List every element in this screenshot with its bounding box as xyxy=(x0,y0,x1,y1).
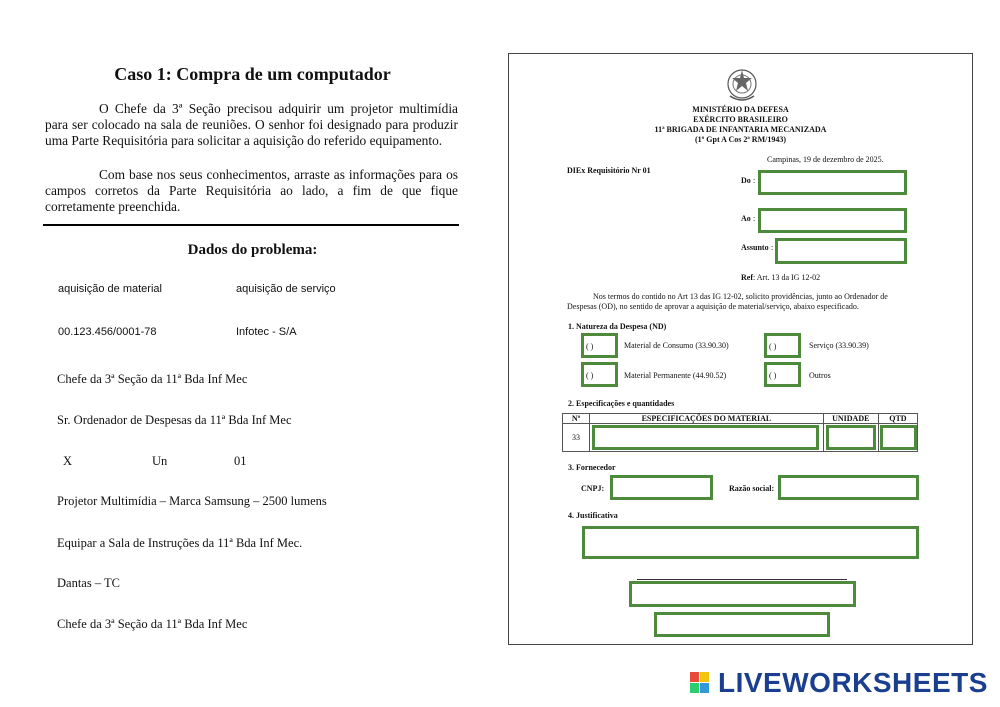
nd-permanente-checkbox[interactable]: ( ) xyxy=(581,362,618,387)
ref-text: : Art. 13 da IG 12-02 xyxy=(753,273,821,282)
header-gpt: (1º Gpt A Cos 2ª RM/1943) xyxy=(694,135,787,144)
nd-servico-label: Serviço (33.90.39) xyxy=(809,341,869,350)
unidade-drop-field[interactable] xyxy=(826,425,876,450)
signature-line xyxy=(637,579,847,580)
divider xyxy=(43,224,459,226)
th-numero: Nº xyxy=(563,414,590,424)
chip-projetor[interactable]: Projetor Multimídia – Marca Samsung – 2500 lumens xyxy=(57,494,327,508)
section-natureza: 1. Natureza da Despesa (ND) xyxy=(568,322,667,331)
nd-outros-checkbox[interactable]: ( ) xyxy=(764,362,801,387)
live-icon xyxy=(690,672,710,694)
diex-number: DIEx Requisitório Nr 01 xyxy=(567,166,651,175)
chip-cargo[interactable]: Chefe da 3ª Seção da 11ª Bda Inf Mec xyxy=(57,617,248,631)
nd-consumo-label: Material de Consumo (33.90.30) xyxy=(624,341,729,350)
chip-chefe-secao[interactable]: Chefe da 3ª Seção da 11ª Bda Inf Mec xyxy=(57,372,248,386)
dados-title: Dados do problema: xyxy=(187,242,318,258)
justificativa-drop-field[interactable] xyxy=(582,526,919,559)
row-number: 33 xyxy=(563,424,590,452)
chip-justificativa[interactable]: Equipar a Sala de Instruções da 11ª Bda Inf Mec. xyxy=(57,536,303,550)
header-brigada: 11ª BRIGADA DE INFANTARIA MECANIZADA xyxy=(654,125,827,134)
chip-quantidade[interactable]: 01 xyxy=(234,454,247,468)
nd-outros-label: Outros xyxy=(809,371,831,380)
th-qtd: QTD xyxy=(878,414,917,424)
chip-aquisicao-servico[interactable]: aquisição de serviço xyxy=(236,283,336,295)
cargo-drop-field[interactable] xyxy=(654,612,830,637)
coat-of-arms-icon xyxy=(724,66,760,104)
qtd-drop-field[interactable] xyxy=(880,425,917,450)
header-exercito: EXÉRCITO BRASILEIRO xyxy=(693,115,788,124)
doc-date: Campinas, 19 de dezembro de 2025. xyxy=(767,155,884,164)
do-label: Do xyxy=(741,176,751,185)
especificacao-drop-field[interactable] xyxy=(592,425,819,450)
parte-requisitoria-document: MINISTÉRIO DA DEFESA EXÉRCITO BRASILEIRO 11ª BRIGADA DE INFANTARIA MECANIZADA (1º Gpt A Cos 2ª RM/1943) Campinas, 19 de dezembro de 2025. DIEx Requisitório Nr 01 Do : Ao : Assunto : Ref: Art. 13 da IG 12-02 Nos termos do contido no Art 13 das IG 12-02, solicito providências, junto ao Ordenador de Despesas (OD), no sentido de aprovar a aquisição de material/serviço, abaixo especificado. 1. Natureza da Despesa (ND) ( ) Material de Consumo (33.90.30) ( ) Serviço (33.90.39) ( ) Material Permanente (44.90.52) ( ) Outros 2. Especificações e quantidades Nº ESPECIFICAÇÕES DO MATERIAL UNIDADE QTD 33 3. Fornecedor CNPJ: Razão social: 4. Justificativa xyxy=(508,53,973,645)
logo-text: LIVEWORKSHEETS xyxy=(718,667,988,698)
ao-drop-field[interactable] xyxy=(758,208,907,233)
ao-label: Ao xyxy=(741,214,751,223)
chip-assinatura[interactable]: Dantas – TC xyxy=(57,576,120,590)
chip-aquisicao-material[interactable]: aquisição de material xyxy=(58,283,162,295)
assinatura-drop-field[interactable] xyxy=(629,581,856,607)
nd-servico-checkbox[interactable]: ( ) xyxy=(764,333,801,358)
assunto-drop-field[interactable] xyxy=(775,238,907,264)
section-fornecedor: 3. Fornecedor xyxy=(568,463,616,472)
case-title: Caso 1: Compra de um computador xyxy=(114,64,391,84)
chip-razao-social[interactable]: Infotec - S/A xyxy=(236,326,297,338)
case-paragraph: O Chefe da 3ª Seção precisou adquirir um projetor multimídia para ser colocado na sala de reuniões. O senhor foi designado para produzir uma Parte Requisitória para solicitar a aquisição do referido equipamento. xyxy=(45,101,458,148)
chip-ordenador[interactable]: Sr. Ordenador de Despesas da 11ª Bda Inf Mec xyxy=(57,413,292,427)
cnpj-drop-field[interactable] xyxy=(610,475,713,500)
chip-cnpj[interactable]: 00.123.456/0001-78 xyxy=(58,326,157,338)
assunto-label: Assunto xyxy=(741,243,769,252)
section-justificativa: 4. Justificativa xyxy=(568,511,618,520)
chip-unidade[interactable]: Un xyxy=(152,454,168,468)
th-unidade: UNIDADE xyxy=(823,414,878,424)
instructions-paragraph: Com base nos seus conhecimentos, arraste as informações para os campos corretos da Parte Requisitória ao lado, a fim de que fique corretamente preenchida. xyxy=(45,167,458,214)
header-ministerio: MINISTÉRIO DA DEFESA xyxy=(692,105,789,114)
razao-social-drop-field[interactable] xyxy=(778,475,919,500)
do-drop-field[interactable] xyxy=(758,170,907,195)
nd-consumo-checkbox[interactable]: ( ) xyxy=(581,333,618,358)
cnpj-label: CNPJ: xyxy=(581,484,605,493)
chip-x[interactable]: X xyxy=(63,454,73,468)
th-especificacoes: ESPECIFICAÇÕES DO MATERIAL xyxy=(590,414,824,424)
section-especificacoes: 2. Especificações e quantidades xyxy=(568,399,675,408)
nd-permanente-label: Material Permanente (44.90.52) xyxy=(624,371,727,380)
liveworksheets-logo xyxy=(690,667,990,698)
body-line-2: Despesas (OD), no sentido de aprovar a aquisição de material/serviço, abaixo especificado. xyxy=(567,302,859,311)
body-line-1: Nos termos do contido no Art 13 das IG 12-02, solicito providências, junto ao Ordenador de xyxy=(593,292,888,301)
ref-label: Ref xyxy=(741,273,753,282)
razao-social-label: Razão social: xyxy=(729,484,775,493)
